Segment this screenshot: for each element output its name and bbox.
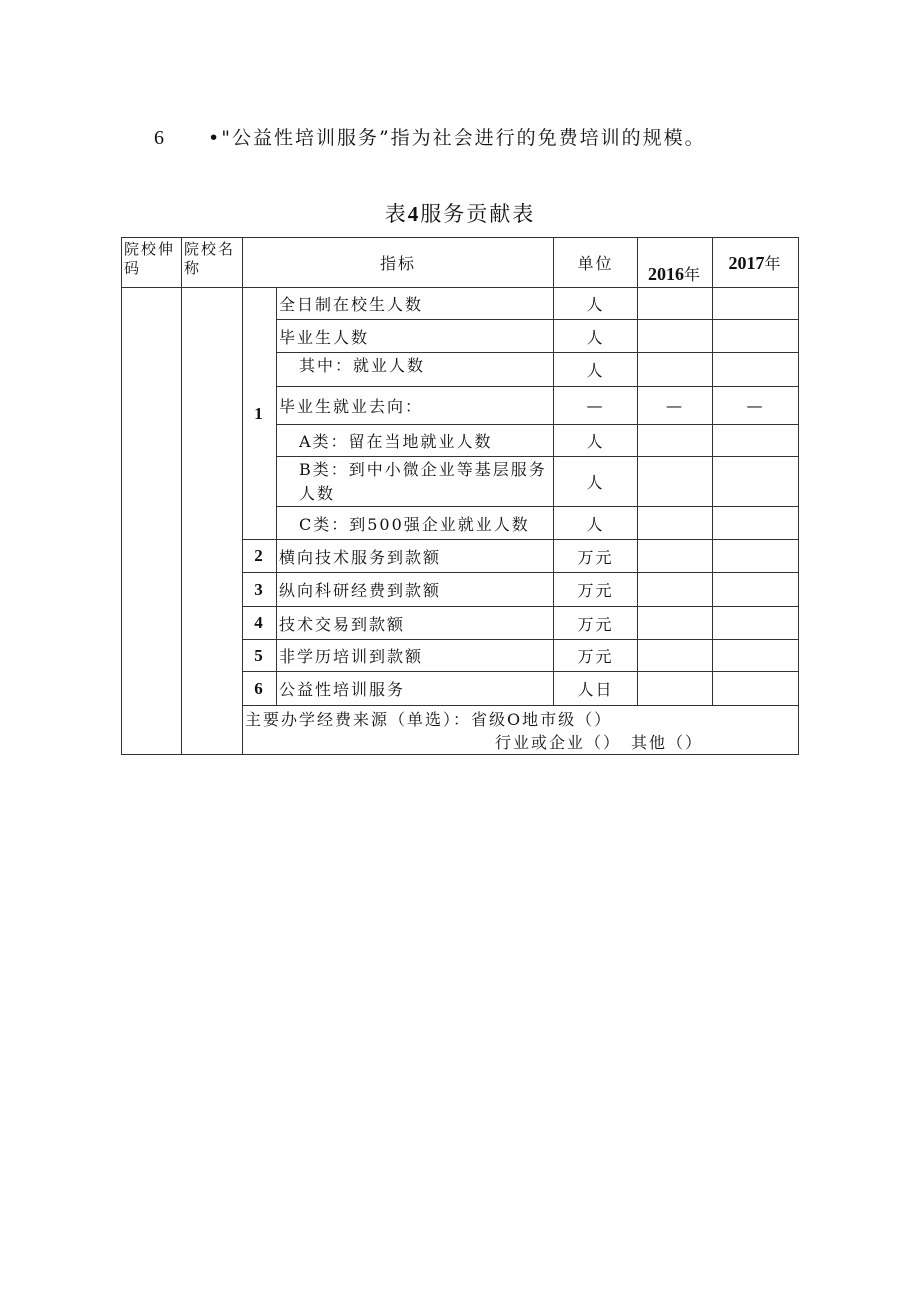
row-label: 横向技术服务到款额 [277,540,554,573]
note-text [154,123,706,150]
value-2016-cell[interactable] [638,457,713,507]
funding-source-line2: 行业或企业（） 其他（） [495,733,704,752]
row-unit: 人 [554,320,638,353]
school-name-cell[interactable] [182,288,243,755]
row-label: B类：到中小微企业等基层服务人数 [277,457,554,507]
value-2017-cell[interactable] [713,607,799,640]
value-2017-cell[interactable] [713,672,799,706]
row-label: 技术交易到款额 [277,607,554,640]
value-2017-cell[interactable] [713,540,799,573]
value-2016-cell[interactable] [638,507,713,540]
value-2017-cell[interactable] [713,457,799,507]
row-label: 其中：就业人数 [277,353,554,387]
group-number-5: 5 [243,640,277,672]
value-2016-cell: — [638,387,713,425]
row-label: 毕业生就业去向： [277,387,554,425]
row-label: 全日制在校生人数 [277,288,554,320]
group-number-1: 1 [243,288,277,540]
value-2016-cell[interactable] [638,607,713,640]
row-unit: 万元 [554,540,638,573]
row-label: 纵向科研经费到款额 [277,573,554,607]
row-unit: 人 [554,457,638,507]
row-unit: — [554,387,638,425]
row-unit: 人 [554,353,638,387]
group-number-2: 2 [243,540,277,573]
header-year-2017: 2017年 [713,238,799,288]
row-unit: 万元 [554,607,638,640]
row-label: C类：到500强企业就业人数 [277,507,554,540]
value-2017-cell[interactable] [713,640,799,672]
header-row [122,238,799,288]
group-number-4: 4 [243,607,277,640]
value-2017-cell[interactable] [713,573,799,607]
value-2016-cell[interactable] [638,320,713,353]
row-unit: 人 [554,288,638,320]
value-2017-cell[interactable] [713,320,799,353]
header-unit: 单位 [554,238,638,288]
row-unit: 万元 [554,640,638,672]
value-2016-cell[interactable] [638,353,713,387]
value-2016-cell[interactable] [638,672,713,706]
row-label: 毕业生人数 [277,320,554,353]
row-unit: 人日 [554,672,638,706]
header-indicator: 指标 [243,238,554,288]
row-label: 公益性培训服务 [277,672,554,706]
service-contribution-table [121,237,799,755]
value-2016-cell[interactable] [638,425,713,457]
header-school-code: 院校伸码 [122,238,182,288]
value-2017-cell[interactable] [713,353,799,387]
value-2017-cell: — [713,387,799,425]
value-2016-cell[interactable] [638,573,713,607]
row-label: A类：留在当地就业人数 [277,425,554,457]
funding-source-cell[interactable] [243,706,799,755]
value-2017-cell[interactable] [713,288,799,320]
note-number: 6 [154,127,166,149]
value-2016-cell[interactable] [638,540,713,573]
value-2016-cell[interactable] [638,288,713,320]
value-2017-cell[interactable] [713,425,799,457]
school-code-cell[interactable] [122,288,182,755]
row-unit: 人 [554,425,638,457]
table-number: 4 [407,202,421,226]
group-number-3: 3 [243,573,277,607]
header-school-name: 院校名称 [182,238,243,288]
table-title: 表4服务贡献表 [384,202,536,226]
funding-source-line1: 主要办学经费来源（单选）：省级O地市级（） [245,710,613,729]
row-unit: 万元 [554,573,638,607]
value-2017-cell[interactable] [713,507,799,540]
header-year-2016: 2016年 [638,238,713,288]
row-label: 非学历培训到款额 [277,640,554,672]
note-body: •"公益性培训服务”指为社会进行的免费培训的规模。 [208,127,706,149]
table-row [122,288,799,320]
row-unit: 人 [554,507,638,540]
group-number-6: 6 [243,672,277,706]
value-2016-cell[interactable] [638,640,713,672]
